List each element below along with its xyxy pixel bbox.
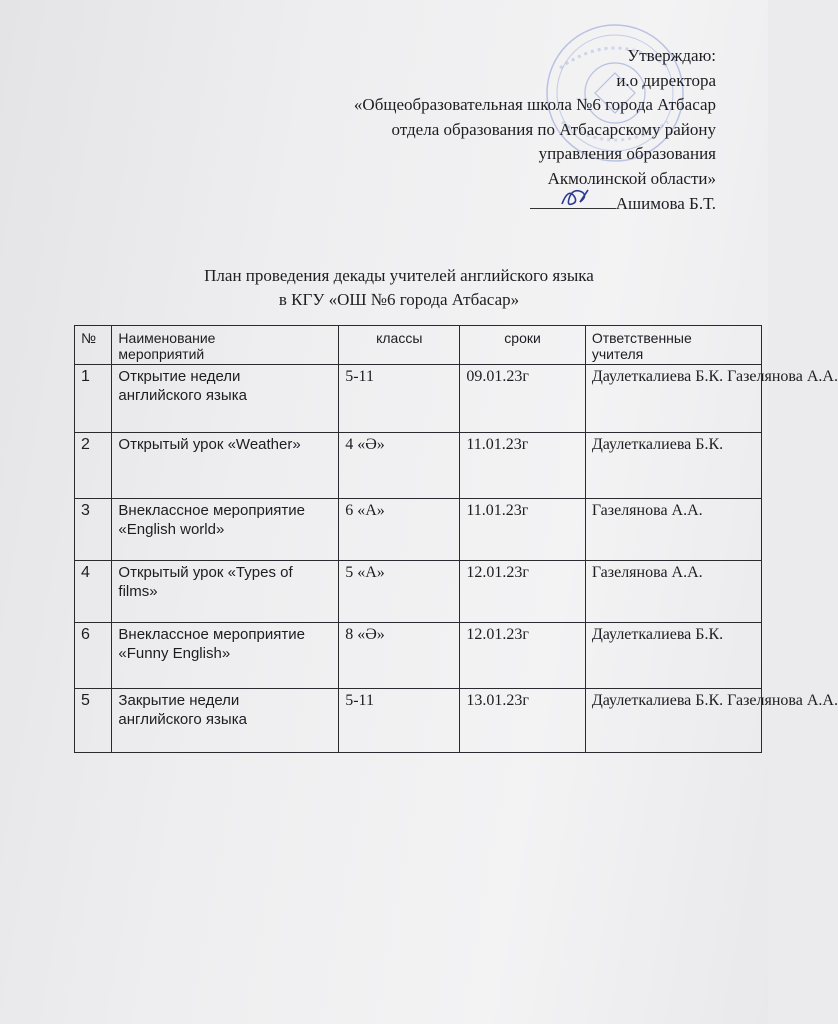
approval-block xyxy=(236,44,716,216)
document-subtitle: в КГУ «ОШ №6 города Атбасар» xyxy=(278,290,520,309)
event-classes: 8 «Ә» xyxy=(339,623,460,689)
table-header-row xyxy=(75,326,762,365)
document-title: План проведения декады учителей английского языка xyxy=(204,266,594,285)
row-number: 6 xyxy=(75,623,112,689)
event-responsible: Даулеткалиева Б.К. Газелянова А.А. xyxy=(585,689,761,753)
event-name: Внеклассное мероприятие «Funny English» xyxy=(112,623,339,689)
row-number: 4 xyxy=(75,561,112,623)
table-row xyxy=(75,433,762,499)
events-table xyxy=(74,325,838,753)
event-classes: 4 «Ә» xyxy=(339,433,460,499)
event-classes: 5-11 xyxy=(339,689,460,753)
handwritten-signature xyxy=(558,184,592,210)
event-classes: 5-11 xyxy=(339,365,460,433)
event-name: Открытый урок «Weather» xyxy=(112,433,339,499)
table-row xyxy=(75,623,762,689)
event-date: 11.01.23г xyxy=(460,499,586,561)
approval-administration: управления образования xyxy=(538,144,716,164)
approval-school-name: «Общеобразовательная школа №6 города Атбасар xyxy=(353,95,716,115)
header-dates: сроки xyxy=(460,326,586,365)
event-responsible: Даулеткалиева Б.К. xyxy=(585,623,761,689)
header-event-name: Наименование мероприятий xyxy=(112,326,339,365)
table-row xyxy=(75,499,762,561)
signer-name: Ашимова Б.Т. xyxy=(615,193,716,213)
event-responsible: Газелянова А.А. xyxy=(585,561,761,623)
table-row xyxy=(75,689,762,753)
event-name: Открытый урок «Types of films» xyxy=(112,561,339,623)
header-number: № xyxy=(75,326,112,365)
approval-region: Акмолинской области» xyxy=(547,168,716,188)
row-number: 2 xyxy=(75,433,112,499)
header-responsible: Ответственные учителя xyxy=(585,326,761,365)
event-responsible: Газелянова А.А. xyxy=(585,499,761,561)
event-date: 12.01.23г xyxy=(460,623,586,689)
event-name: Закрытие недели английского языка xyxy=(112,689,339,753)
event-date: 11.01.23г xyxy=(460,433,586,499)
approval-department: отдела образования по Атбасарскому району xyxy=(391,119,716,139)
event-responsible: Даулеткалиева Б.К. Газелянова А.А. xyxy=(585,365,761,433)
event-name: Внеклассное мероприятие «English world» xyxy=(112,499,339,561)
signature-line xyxy=(236,192,716,217)
row-number: 5 xyxy=(75,689,112,753)
approval-position: и.о директора xyxy=(616,70,716,90)
event-date: 12.01.23г xyxy=(460,561,586,623)
event-classes: 5 «А» xyxy=(339,561,460,623)
table-row xyxy=(75,365,762,433)
event-date: 09.01.23г xyxy=(460,365,586,433)
approval-heading: Утверждаю: xyxy=(627,46,716,65)
event-name: Открытие недели английского языка xyxy=(112,365,339,433)
table-row xyxy=(75,561,762,623)
row-number: 1 xyxy=(75,365,112,433)
event-date: 13.01.23г xyxy=(460,689,586,753)
row-number: 3 xyxy=(75,499,112,561)
header-classes: классы xyxy=(339,326,460,365)
signature-blank xyxy=(530,194,616,209)
event-responsible: Даулеткалиева Б.К. xyxy=(585,433,761,499)
event-classes: 6 «А» xyxy=(339,499,460,561)
